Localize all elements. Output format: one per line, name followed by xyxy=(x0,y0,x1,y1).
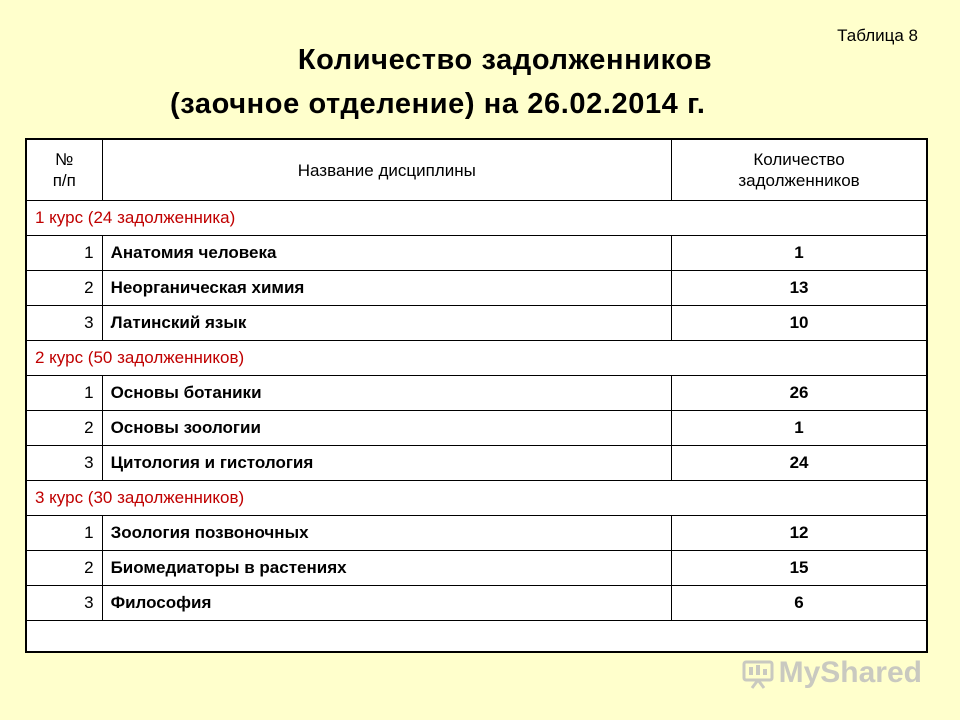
row-discipline: Основы зоологии xyxy=(102,411,671,446)
header-count xyxy=(672,139,927,201)
row-discipline: Биомедиаторы в растениях xyxy=(102,551,671,586)
row-num: 2 xyxy=(26,551,102,586)
empty-row xyxy=(26,621,927,653)
section-row-course-1 xyxy=(26,201,927,236)
section-row-course-2 xyxy=(26,341,927,376)
table-row xyxy=(26,376,927,411)
row-discipline: Философия xyxy=(102,586,671,621)
row-num: 1 xyxy=(26,516,102,551)
header-num xyxy=(26,139,102,201)
section-row-course-3 xyxy=(26,481,927,516)
row-discipline: Латинский язык xyxy=(102,306,671,341)
header-num-label: п/п xyxy=(52,171,76,190)
row-num: 3 xyxy=(26,306,102,341)
row-discipline: Зоология позвоночных xyxy=(102,516,671,551)
row-count: 26 xyxy=(672,376,927,411)
section-label: 1 курс (24 задолженника) xyxy=(26,201,927,236)
header-count-line2: задолженников xyxy=(738,171,860,190)
row-count: 12 xyxy=(672,516,927,551)
row-count: 13 xyxy=(672,271,927,306)
row-discipline: Основы ботаники xyxy=(102,376,671,411)
row-discipline: Анатомия человека xyxy=(102,236,671,271)
page-subtitle: (заочное отделение) на 26.02.2014 г. xyxy=(170,88,706,120)
table-header-row xyxy=(26,139,927,201)
row-num: 2 xyxy=(26,411,102,446)
row-count: 10 xyxy=(672,306,927,341)
page-title: Количество задолженников xyxy=(297,44,713,76)
row-num: 1 xyxy=(26,376,102,411)
table-row xyxy=(26,586,927,621)
table-row xyxy=(26,411,927,446)
row-num: 3 xyxy=(26,446,102,481)
row-discipline: Неорганическая химия xyxy=(102,271,671,306)
header-discipline: Название дисциплины xyxy=(102,139,671,201)
section-label: 3 курс (30 задолженников) xyxy=(26,481,927,516)
table-row xyxy=(26,236,927,271)
row-count: 24 xyxy=(672,446,927,481)
section-label: 2 курс (50 задолженников) xyxy=(26,341,927,376)
table-row xyxy=(26,516,927,551)
table-number: Таблица 8 xyxy=(837,26,918,45)
row-count: 15 xyxy=(672,551,927,586)
row-count: 6 xyxy=(672,586,927,621)
row-count: 1 xyxy=(672,236,927,271)
watermark-logo xyxy=(741,656,922,690)
row-num: 3 xyxy=(26,586,102,621)
presentation-board-icon xyxy=(741,656,775,690)
watermark-text: MyShared xyxy=(778,656,922,689)
table-row xyxy=(26,446,927,481)
row-count: 1 xyxy=(672,411,927,446)
row-num: 1 xyxy=(26,236,102,271)
row-discipline: Цитология и гистология xyxy=(102,446,671,481)
row-num: 2 xyxy=(26,271,102,306)
header-num-symbol: № xyxy=(55,150,74,169)
table-row xyxy=(26,271,927,306)
header-count-line1: Количество xyxy=(753,150,845,169)
table-row xyxy=(26,306,927,341)
debtors-table xyxy=(25,138,928,653)
empty-cell xyxy=(26,621,927,653)
table-row xyxy=(26,551,927,586)
